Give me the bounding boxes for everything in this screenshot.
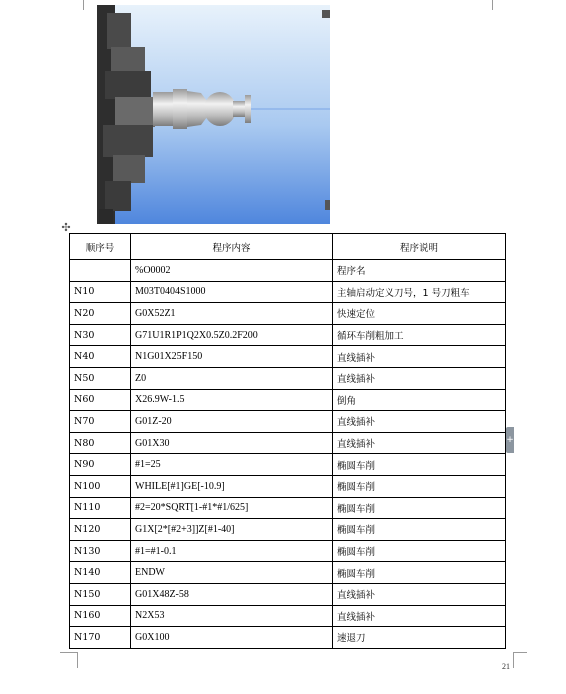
cell-program-description[interactable]: 椭圆车削 — [333, 497, 506, 519]
cell-program-content[interactable]: #1=25 — [131, 454, 333, 476]
cell-program-description[interactable]: 直线插补 — [333, 367, 506, 389]
cell-program-content[interactable]: %O0002 — [131, 260, 333, 282]
cell-program-content[interactable]: M03T0404S1000 — [131, 281, 333, 303]
program-table — [69, 233, 506, 649]
plus-icon[interactable]: + — [506, 427, 514, 453]
page-number: 21 — [502, 662, 510, 671]
move-cross-icon[interactable]: ✣ — [61, 221, 71, 234]
cell-sequence-number[interactable]: N50 — [70, 367, 131, 389]
table-header-row — [70, 234, 506, 260]
cell-program-content[interactable]: N1G01X25F150 — [131, 346, 333, 368]
cell-program-content[interactable]: X26.9W-1.5 — [131, 389, 333, 411]
lathe-simulation-graphic — [97, 5, 330, 224]
cell-program-description[interactable]: 速退刀 — [333, 627, 506, 649]
cell-sequence-number[interactable]: N130 — [70, 540, 131, 562]
table-row — [70, 627, 506, 649]
cell-sequence-number[interactable]: N60 — [70, 389, 131, 411]
cell-program-content[interactable]: N2X53 — [131, 605, 333, 627]
cell-program-content[interactable]: G01Z-20 — [131, 411, 333, 433]
header-program-content: 程序内容 — [131, 234, 333, 260]
corner-mark-bottom-left-v — [77, 652, 78, 668]
cell-program-description[interactable]: 快速定位 — [333, 303, 506, 325]
cell-sequence-number[interactable]: N120 — [70, 519, 131, 541]
table-row — [70, 475, 506, 497]
cell-program-description[interactable]: 倒角 — [333, 389, 506, 411]
table-row — [70, 346, 506, 368]
cell-sequence-number[interactable]: N20 — [70, 303, 131, 325]
table-row — [70, 454, 506, 476]
cell-program-content[interactable]: G0X100 — [131, 627, 333, 649]
cell-sequence-number[interactable]: N110 — [70, 497, 131, 519]
table-row — [70, 389, 506, 411]
table-row — [70, 432, 506, 454]
cell-sequence-number[interactable]: N140 — [70, 562, 131, 584]
header-sequence-number: 顺序号 — [70, 234, 131, 260]
corner-mark-bottom-left-h — [60, 652, 78, 653]
table-row — [70, 583, 506, 605]
cell-program-content[interactable]: G0X52Z1 — [131, 303, 333, 325]
cell-program-content[interactable]: #1=#1-0.1 — [131, 540, 333, 562]
table-row — [70, 303, 506, 325]
cell-program-description[interactable]: 直线插补 — [333, 432, 506, 454]
cell-sequence-number[interactable]: N10 — [70, 281, 131, 303]
cell-program-description[interactable]: 椭圆车削 — [333, 519, 506, 541]
cell-program-description[interactable]: 直线插补 — [333, 411, 506, 433]
corner-mark-top-left-v — [83, 0, 84, 10]
table-row — [70, 411, 506, 433]
table-row — [70, 324, 506, 346]
cell-program-description[interactable]: 椭圆车削 — [333, 562, 506, 584]
cell-program-description[interactable]: 主轴启动定义刀号，1 号刀粗车 — [333, 281, 506, 303]
cell-program-content[interactable]: WHILE[#1]GE[-10.9] — [131, 475, 333, 497]
cell-sequence-number[interactable]: N80 — [70, 432, 131, 454]
lathe-simulation-image[interactable] — [97, 5, 330, 224]
cell-program-description[interactable]: 直线插补 — [333, 583, 506, 605]
cell-program-description[interactable]: 椭圆车削 — [333, 475, 506, 497]
cell-sequence-number[interactable] — [70, 260, 131, 282]
cell-program-content[interactable]: G01X48Z-58 — [131, 583, 333, 605]
cell-sequence-number[interactable]: N70 — [70, 411, 131, 433]
cell-sequence-number[interactable]: N160 — [70, 605, 131, 627]
cell-sequence-number[interactable]: N150 — [70, 583, 131, 605]
cell-program-description[interactable]: 循环车削粗加工 — [333, 324, 506, 346]
cell-sequence-number[interactable]: N40 — [70, 346, 131, 368]
cell-sequence-number[interactable]: N30 — [70, 324, 131, 346]
table-row — [70, 260, 506, 282]
cell-program-description[interactable]: 椭圆车削 — [333, 540, 506, 562]
cell-program-content[interactable]: G1X[2*[#2+3]]Z[#1-40] — [131, 519, 333, 541]
cell-sequence-number[interactable]: N100 — [70, 475, 131, 497]
table-row — [70, 281, 506, 303]
cell-program-description[interactable]: 直线插补 — [333, 605, 506, 627]
cell-sequence-number[interactable]: N170 — [70, 627, 131, 649]
cell-program-content[interactable]: Z0 — [131, 367, 333, 389]
cell-program-description[interactable]: 椭圆车削 — [333, 454, 506, 476]
table-row — [70, 540, 506, 562]
corner-mark-top-right-v — [492, 0, 493, 10]
cell-program-content[interactable]: ENDW — [131, 562, 333, 584]
corner-mark-bottom-right-v — [513, 652, 514, 668]
cell-program-description[interactable]: 程序名 — [333, 260, 506, 282]
table-row — [70, 497, 506, 519]
cell-program-description[interactable]: 直线插补 — [333, 346, 506, 368]
corner-mark-bottom-right-h — [513, 652, 527, 653]
cell-program-content[interactable]: G71U1R1P1Q2X0.5Z0.2F200 — [131, 324, 333, 346]
table-row — [70, 519, 506, 541]
table-body — [70, 260, 506, 649]
table-row — [70, 562, 506, 584]
cell-sequence-number[interactable]: N90 — [70, 454, 131, 476]
table-row — [70, 367, 506, 389]
cell-program-content[interactable]: #2=20*SQRT[1-#1*#1/625] — [131, 497, 333, 519]
header-program-description: 程序说明 — [333, 234, 506, 260]
table-row — [70, 605, 506, 627]
cell-program-content[interactable]: G01X30 — [131, 432, 333, 454]
